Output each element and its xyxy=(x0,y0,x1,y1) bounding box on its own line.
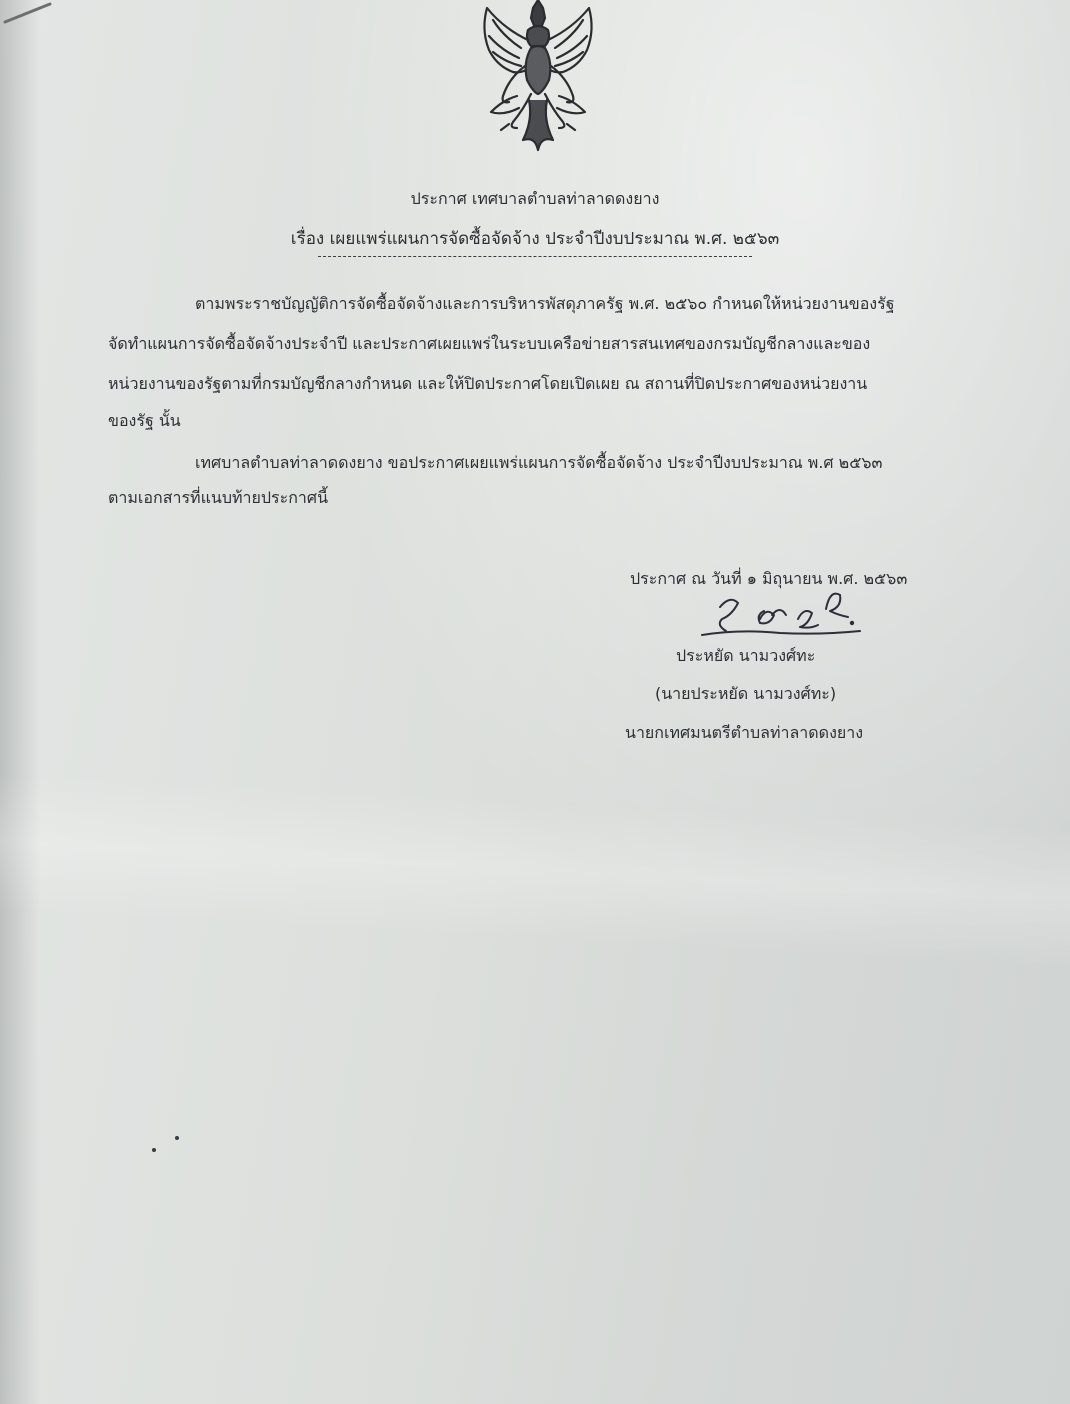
paragraph1-line1: ตามพระราชบัญญัติการจัดซื้อจัดจ้างและการบริหารพัสดุภาครัฐ พ.ศ. ๒๕๖๐ กำหนดให้หน่วยงานของรัฐ xyxy=(195,294,895,313)
paper-fold xyxy=(0,772,1070,968)
paragraph1-line4: ของรัฐ นั้น xyxy=(108,411,181,430)
title-divider xyxy=(318,256,752,257)
pen-mark xyxy=(0,0,70,30)
issuer-line: ประกาศ เทศบาลตำบลท่าลาดดงยาง xyxy=(410,189,660,208)
paragraph2-line1: เทศบาลตำบลท่าลาดดงยาง ขอประกาศเผยแพร่แผนการจัดซื้อจัดจ้าง ประจำปีงบประมาณ พ.ศ ๒๕๖๓ xyxy=(195,453,883,472)
paper-speck xyxy=(152,1148,156,1152)
paragraph2-line2: ตามเอกสารที่แนบท้ายประกาศนี้ xyxy=(108,488,328,507)
date-line: ประกาศ ณ วันที่ ๑ มิถุนายน พ.ศ. ๒๕๖๓ xyxy=(630,569,908,588)
page-shadow xyxy=(0,0,40,1404)
garuda-emblem-icon xyxy=(473,0,603,155)
signed-name: ประหยัด นามวงศ์ทะ xyxy=(676,646,816,665)
paper-speck xyxy=(175,1136,179,1140)
handwritten-signature-icon xyxy=(700,585,870,645)
position-title: นายกเทศมนตรีตำบลท่าลาดดงยาง xyxy=(625,723,864,742)
subject-line: เรื่อง เผยแพร่แผนการจัดซื้อจัดจ้าง ประจำปีงบประมาณ พ.ศ. ๒๕๖๓ xyxy=(290,229,780,249)
paragraph1-line2: จัดทำแผนการจัดซื้อจัดจ้างประจำปี และประกาศเผยแพร่ในระบบเครือข่ายสารสนเทศของกรมบัญชีกลางและของ xyxy=(108,334,871,353)
paragraph1-line3: หน่วยงานของรัฐตามที่กรมบัญชีกลางกำหนด และให้ปิดประกาศโดยเปิดเผย ณ สถานที่ปิดประกาศของหน่วยงาน xyxy=(108,374,868,393)
full-name: (นายประหยัด นามวงศ์ทะ) xyxy=(655,684,837,703)
